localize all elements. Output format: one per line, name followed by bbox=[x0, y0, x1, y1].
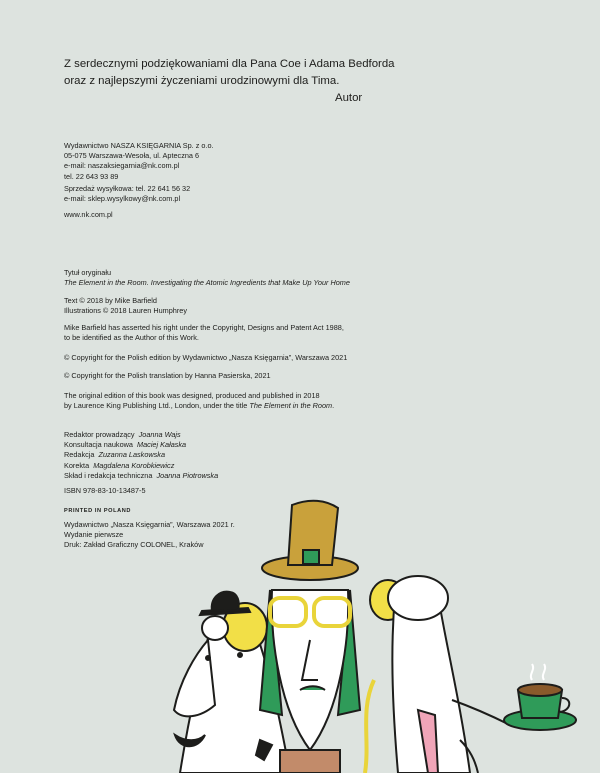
credit-role: Redakcja bbox=[64, 450, 95, 460]
credit-name: Joanna Wajs bbox=[138, 430, 181, 439]
credit-name: Maciej Kałaska bbox=[137, 440, 187, 450]
rights-statement bbox=[64, 323, 344, 343]
credit-name: Zuzanna Laskowska bbox=[98, 450, 166, 460]
credit-row bbox=[64, 450, 218, 460]
dedication-line-1: Z serdecznymi podziękowaniami dla Pana Coe i Adama Bedforda bbox=[64, 58, 395, 70]
credit-row bbox=[64, 461, 218, 471]
mice-and-professor-illustration bbox=[160, 480, 600, 773]
credit-name: Joanna Piotrowska bbox=[156, 470, 219, 480]
original-edition-line-1: The original edition of this book was designed, produced and published in 2018 bbox=[64, 391, 320, 400]
credit-role: Redaktor prowadzący bbox=[64, 430, 135, 439]
original-edition-line-2 bbox=[64, 401, 334, 411]
publisher-www: www.nk.com.pl bbox=[64, 210, 113, 219]
copyright-polish-translation: © Copyright for the Polish translation by Hanna Pasierska, 2021 bbox=[64, 371, 271, 380]
original-edition-note bbox=[64, 391, 334, 411]
publisher-email: e-mail: naszaksiegarnia@nk.com.pl bbox=[64, 161, 180, 171]
isbn-block bbox=[64, 486, 146, 496]
original-edition-suffix: . bbox=[332, 401, 335, 411]
rights-line-1: Mike Barfield has asserted his right under the Copyright, Designs and Patent Act 1988, bbox=[64, 323, 344, 332]
original-edition-prefix: by Laurence King Publishing Ltd., London, under the title bbox=[64, 401, 250, 411]
text-credit: Text © 2018 by Mike Barfield bbox=[64, 296, 157, 305]
sales-info bbox=[64, 184, 190, 204]
credit-name: Magdalena Korobkiewicz bbox=[93, 460, 175, 470]
dedication-line-2: oraz z najlepszymi życzeniami urodzinowymi dla Tima. bbox=[64, 75, 340, 87]
website bbox=[64, 210, 113, 220]
original-edition-title: The Element in the Room bbox=[249, 401, 333, 411]
original-title: The Element in the Room. Investigating the Atomic Ingredients that Make Up Your Home bbox=[64, 278, 350, 288]
teacup bbox=[504, 664, 576, 730]
edition-line-2: Wydanie pierwsze bbox=[64, 530, 124, 540]
original-title-block bbox=[64, 268, 350, 288]
credit-role: Skład i redakcja techniczna bbox=[64, 470, 153, 480]
copyright-translation bbox=[64, 371, 271, 381]
dedication-signature: Autor bbox=[335, 92, 363, 104]
credit-role: Korekta bbox=[64, 460, 90, 470]
credit-row bbox=[64, 430, 218, 440]
author-credits bbox=[64, 296, 187, 316]
illustration-credit: Illustrations © 2018 Lauren Humphrey bbox=[64, 306, 188, 316]
right-mouse bbox=[370, 576, 510, 773]
credit-role: Konsultacja naukowa bbox=[64, 440, 133, 450]
publisher-address: 05-075 Warszawa-Wesoła, ul. Apteczna 6 bbox=[64, 151, 200, 161]
credit-row bbox=[64, 440, 218, 450]
printed-block bbox=[64, 506, 131, 516]
publisher-tel: tel. 22 643 93 89 bbox=[64, 171, 119, 181]
publisher-name: Wydawnictwo NASZA KSIĘGARNIA Sp. z o.o. bbox=[64, 141, 214, 150]
edition-line-3: Druk: Zakład Graficzny COLONEL, Kraków bbox=[64, 540, 204, 550]
sales-email: e-mail: sklep.wysylkowy@nk.com.pl bbox=[64, 194, 181, 204]
printed-in-poland: PRINTED IN POLAND bbox=[64, 508, 132, 514]
original-title-label: Tytuł oryginału bbox=[64, 268, 112, 277]
rights-line-2: to be identified as the Author of this Work. bbox=[64, 333, 199, 343]
isbn: ISBN 978-83-10-13487-5 bbox=[64, 486, 146, 495]
publisher-info bbox=[64, 141, 214, 182]
edition-line-1: Wydawnictwo „Nasza Księgarnia”, Warszawa 2021 r. bbox=[64, 520, 235, 529]
copyright-polish-edition: © Copyright for the Polish edition by Wydawnictwo „Nasza Księgarnia”, Warszawa 2021 bbox=[64, 353, 348, 362]
sales-tel: Sprzedaż wysyłkowa: tel. 22 641 56 32 bbox=[64, 184, 191, 193]
copyright-edition bbox=[64, 353, 347, 363]
editorial-credits bbox=[64, 430, 218, 481]
dedication bbox=[64, 56, 544, 104]
